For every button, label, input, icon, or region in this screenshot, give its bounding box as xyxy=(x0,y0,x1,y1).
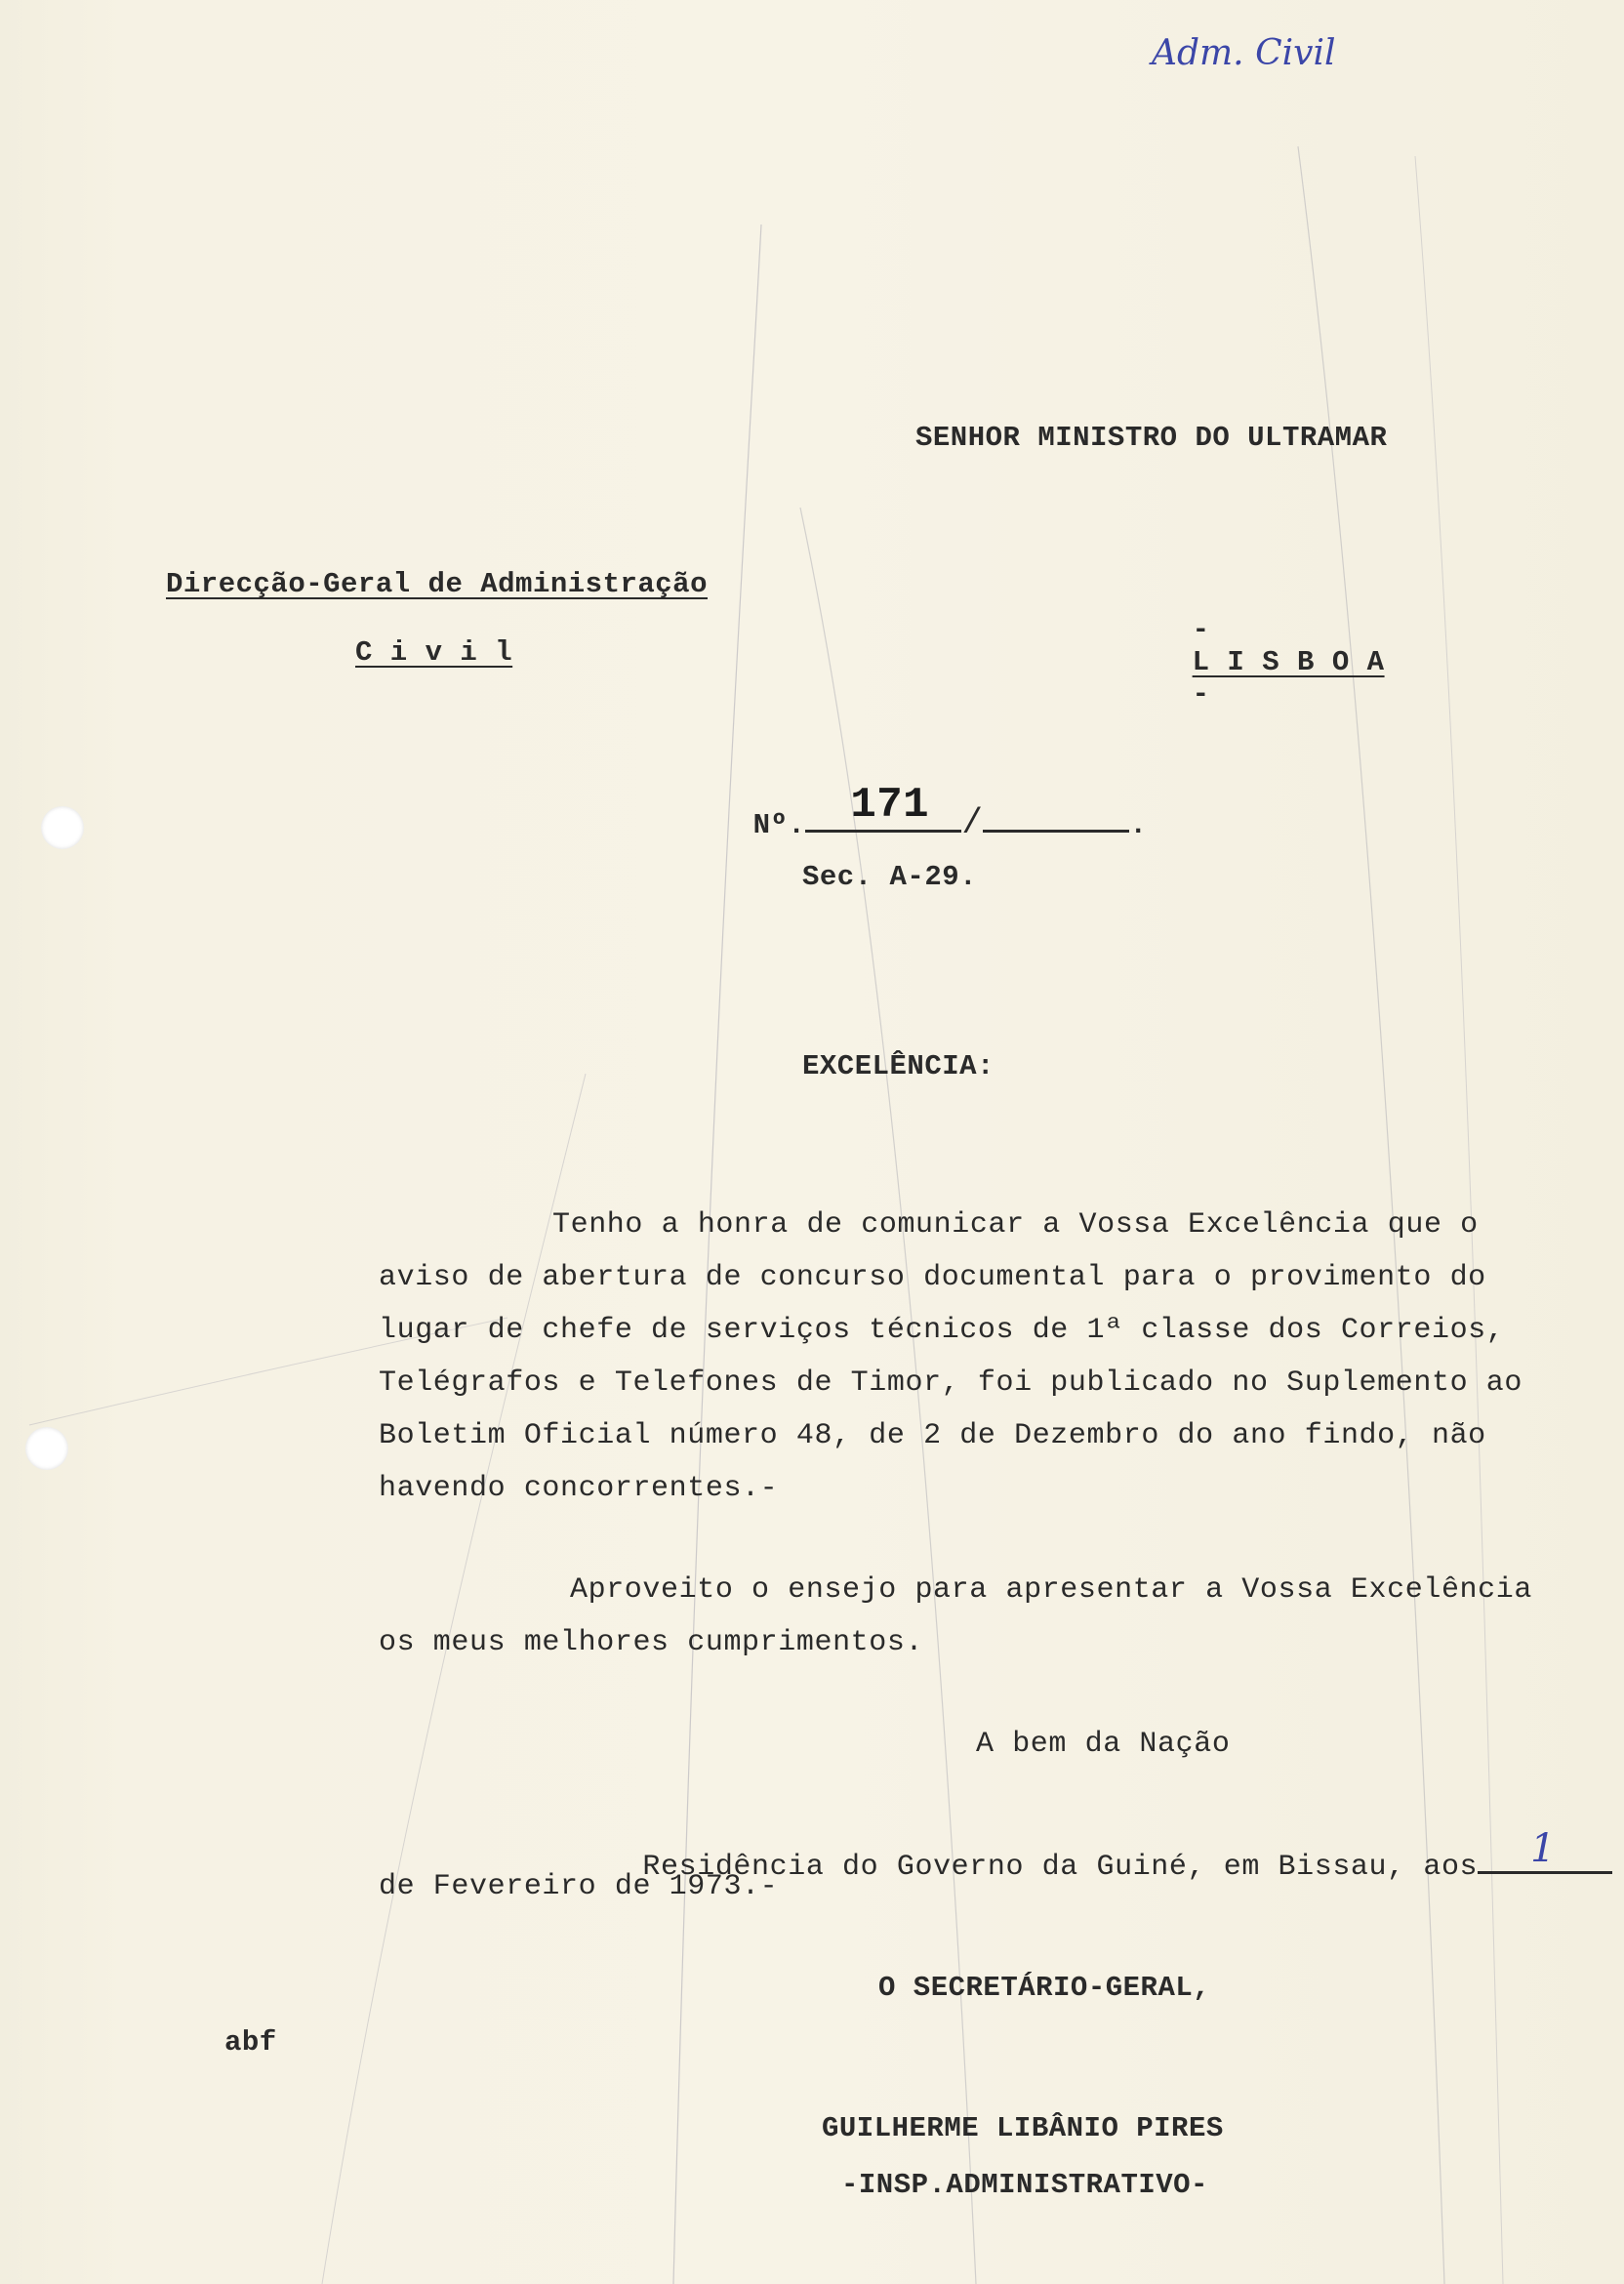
paragraph1-line: Telégrafos e Telefones de Timor, foi publicado no Suplemento ao xyxy=(379,1366,1522,1400)
number-label: Nº. xyxy=(752,809,806,841)
number-value: 171 xyxy=(850,781,930,830)
paragraph1-line: lugar de chefe de serviços técnicos de 1ª classe dos Correios, xyxy=(379,1314,1505,1347)
city-name: L I S B O A xyxy=(1192,646,1385,678)
reference-number xyxy=(683,771,1147,876)
residence-text: Residência do Governo da Guiné, em Bissau, aos xyxy=(642,1851,1479,1884)
paragraph1-line: havendo concorrentes.- xyxy=(379,1472,779,1505)
number-slash: / xyxy=(961,803,984,843)
number-end: . xyxy=(1129,809,1148,841)
paragraph2-line: Aproveito o ensejo para apresentar a Vossa Excelência xyxy=(570,1573,1532,1607)
closing: A bem da Nação xyxy=(976,1728,1231,1761)
handwritten-annotation: Adm. Civil xyxy=(1152,33,1336,73)
paragraph1-line: Tenho a honra de comunicar a Vossa Excelência que o xyxy=(552,1208,1479,1242)
handwritten-day: 1 xyxy=(1530,1826,1557,1871)
city-suffix: - xyxy=(1192,678,1210,711)
date-line: de Fevereiro de 1973.- xyxy=(379,1870,779,1903)
addressee: SENHOR MINISTRO DO ULTRAMAR xyxy=(915,422,1388,454)
signatory-role: -INSP.ADMINISTRATIVO- xyxy=(841,2169,1208,2201)
salutation: EXCELÊNCIA: xyxy=(802,1050,995,1082)
city-heading xyxy=(1122,582,1385,743)
typist-initials: abf xyxy=(224,2026,277,2059)
paragraph1-line: aviso de abertura de concurso documental para o provimento do xyxy=(379,1261,1486,1294)
section-code: Sec. A-29. xyxy=(802,861,978,893)
paragraph2-line: os meus melhores cumprimentos. xyxy=(379,1626,924,1659)
department-line-2: C i v i l xyxy=(355,636,513,669)
department-line-1: Direcção-Geral de Administração xyxy=(166,568,708,600)
punch-hole-top xyxy=(41,806,84,849)
signatory-name: GUILHERME LIBÂNIO PIRES xyxy=(822,2112,1224,2144)
paragraph1-line: Boletim Oficial número 48, de 2 de Dezembro do ano findo, não xyxy=(379,1419,1486,1452)
city-prefix: - xyxy=(1192,614,1210,646)
signatory-title: O SECRETÁRIO-GERAL, xyxy=(878,1972,1211,2004)
punch-hole-bottom xyxy=(25,1427,68,1470)
